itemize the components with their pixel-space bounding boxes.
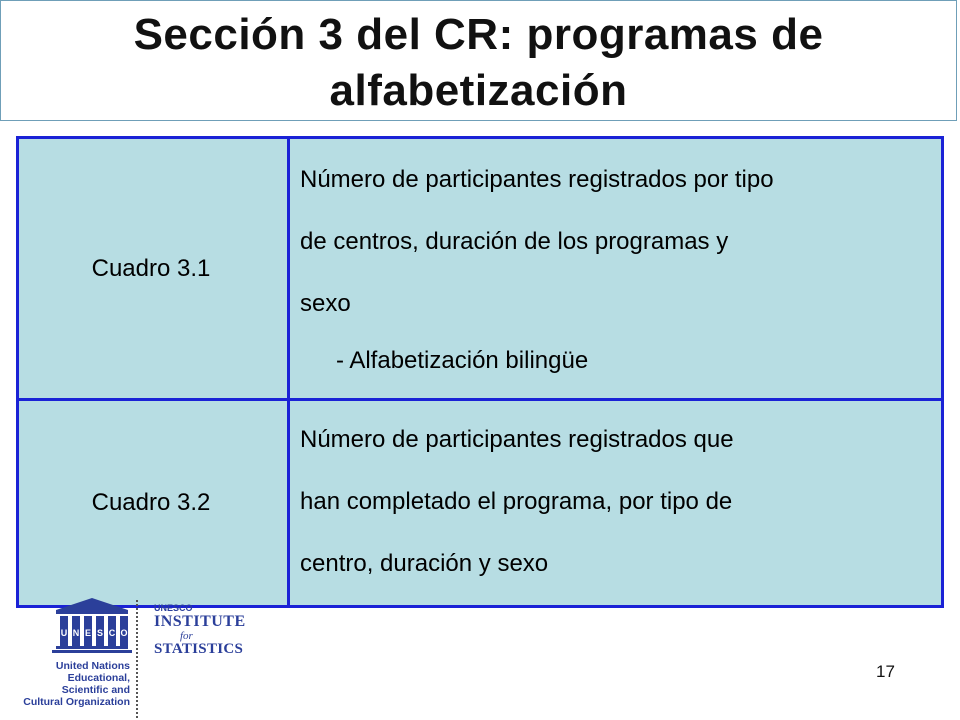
table-cell-description xyxy=(289,400,943,607)
institute-for-label: for xyxy=(180,630,193,642)
svg-text:O: O xyxy=(120,628,128,638)
table-cell-label: Cuadro 3.1 xyxy=(18,138,289,400)
page-title: Sección 3 del CR: programas de alfabetización xyxy=(133,10,824,115)
unesco-subtitle-line: Educational, Scientific and xyxy=(61,672,130,696)
institute-label: INSTITUTE xyxy=(154,613,246,630)
description-line: han completado el programa, por tipo de xyxy=(300,488,733,515)
svg-text:E: E xyxy=(84,628,92,638)
logo-divider xyxy=(136,600,138,718)
unesco-subtitle-line: Cultural Organization xyxy=(23,696,130,708)
description-line: sexo xyxy=(300,289,351,317)
description-line: centro, duración y sexo xyxy=(300,550,549,577)
table-row xyxy=(18,138,943,400)
table-cell-description xyxy=(289,138,943,400)
unesco-wordmark-columns xyxy=(60,616,128,646)
table-row xyxy=(18,400,943,607)
unesco-subtitle-line: United Nations xyxy=(55,660,130,672)
description-line: Número de participantes registrados por tipo xyxy=(300,165,774,193)
description-line: Número de participantes registrados que xyxy=(300,426,734,453)
svg-text:S: S xyxy=(96,628,104,638)
description-subitem: - Alfabetización bilingüe xyxy=(336,346,589,374)
svg-text:C: C xyxy=(108,628,116,638)
svg-text:U: U xyxy=(60,628,68,638)
cuadros-table xyxy=(16,136,944,608)
svg-text:N: N xyxy=(72,628,80,638)
page-number: 17 xyxy=(876,662,895,681)
unesco-logo xyxy=(4,596,924,720)
description-line: de centros, duración de los programas y xyxy=(300,227,729,255)
institute-unesco-label: UNESCO xyxy=(154,603,193,613)
title-box xyxy=(0,0,957,121)
unesco-subtitle xyxy=(18,660,130,708)
statistics-label: STATISTICS xyxy=(154,641,244,657)
table-cell-label: Cuadro 3.2 xyxy=(18,400,289,607)
